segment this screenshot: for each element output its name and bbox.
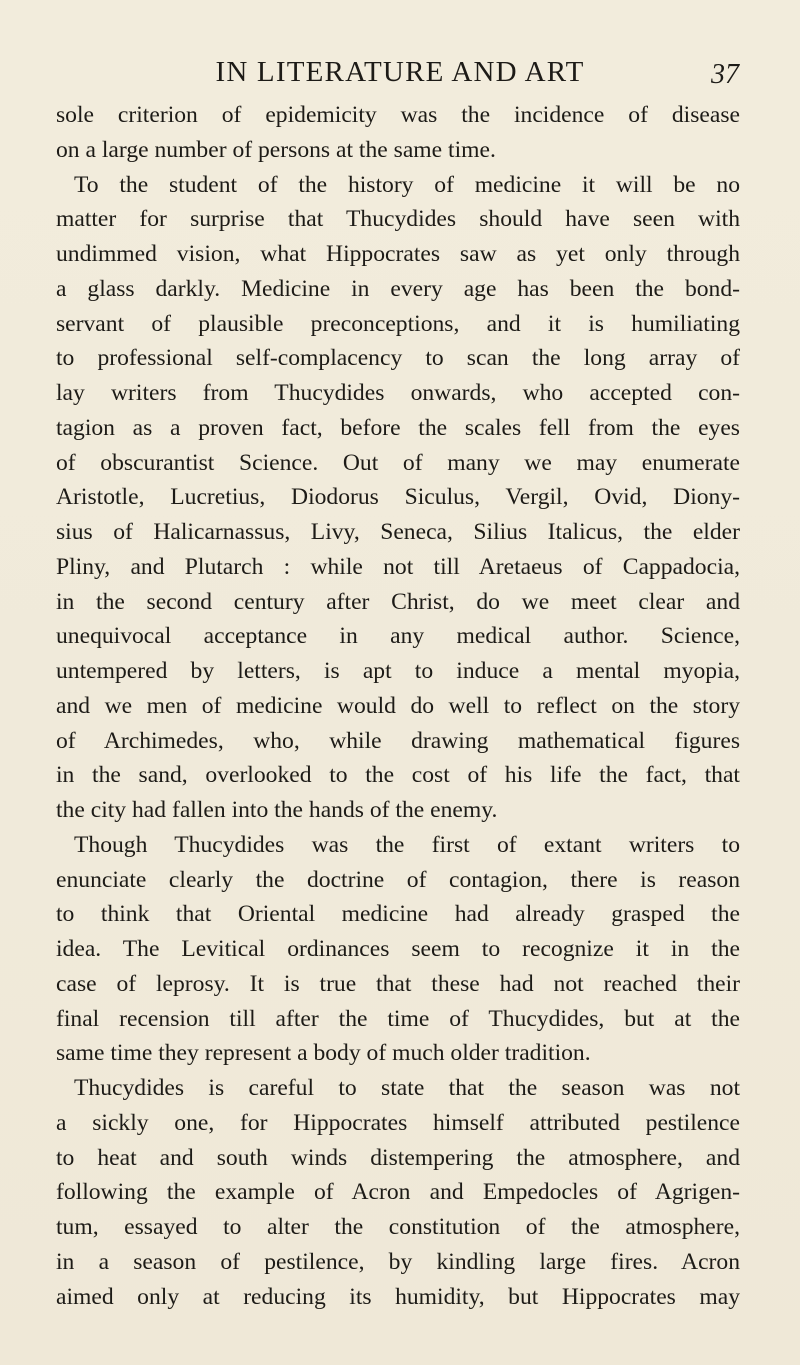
text-line: matter for surprise that Thucydides should have seen with bbox=[56, 206, 740, 233]
text-line: final recension till after the time of Thucydides, but at the bbox=[56, 1005, 740, 1032]
running-head bbox=[0, 52, 800, 92]
text-line: idea. The Levitical ordinances seem to recognize it in the bbox=[56, 936, 740, 962]
text-line: to heat and south winds distempering the atmosphere, and bbox=[56, 1144, 740, 1171]
text-line: Pliny, and Plutarch : while not till Aretaeus of Cappadocia, bbox=[56, 553, 740, 580]
body-text bbox=[56, 98, 740, 1314]
text-line: a glass darkly. Medicine in every age has been the bond- bbox=[56, 275, 740, 302]
text-line: in a season of pestilence, by kindling large fires. Acron bbox=[56, 1248, 740, 1275]
text-line: untempered by letters, is apt to induce a mental myopia, bbox=[56, 658, 740, 684]
text-line: of obscurantist Science. Out of many we may enumerate bbox=[56, 449, 740, 476]
text-line: Though Thucydides was the first of extant writers to bbox=[74, 831, 740, 858]
text-line: to professional self-complacency to scan the long array of bbox=[56, 345, 740, 372]
text-line: to think that Oriental medicine had already grasped the bbox=[56, 901, 740, 928]
text-line: sius of Halicarnassus, Livy, Seneca, Silius Italicus, the elder bbox=[56, 519, 740, 545]
text-line: the city had fallen into the hands of the enemy. bbox=[56, 797, 498, 823]
text-line: case of leprosy. It is true that these had not reached their bbox=[56, 970, 740, 997]
text-line: tagion as a proven fact, before the scales fell from the eyes bbox=[56, 414, 740, 441]
text-line: To the student of the history of medicine it will be no bbox=[74, 171, 740, 198]
text-line: following the example of Acron and Empedocles of Agrigen- bbox=[56, 1179, 740, 1206]
text-line: and we men of medicine would do well to reflect on the story bbox=[56, 692, 740, 719]
text-line: lay writers from Thucydides onwards, who accepted con- bbox=[56, 380, 740, 406]
text-line: in the second century after Christ, do we meet clear and bbox=[56, 588, 740, 615]
text-line: a sickly one, for Hippocrates himself attributed pestilence bbox=[56, 1109, 740, 1136]
text-line: aimed only at reducing its humidity, but Hippocrates may bbox=[56, 1283, 740, 1310]
text-line: undimmed vision, what Hippocrates saw as yet only through bbox=[56, 241, 740, 267]
text-line: Aristotle, Lucretius, Diodorus Siculus, Vergil, Ovid, Diony- bbox=[56, 484, 740, 511]
text-line: tum, essayed to alter the constitution of the atmosphere, bbox=[56, 1214, 740, 1240]
running-title: IN LITERATURE AND ART bbox=[215, 56, 585, 88]
text-line: in the sand, overlooked to the cost of his life the fact, that bbox=[56, 762, 740, 789]
text-line: same time they represent a body of much older tradition. bbox=[56, 1040, 591, 1067]
page-number: 37 bbox=[711, 59, 739, 90]
text-line: unequivocal acceptance in any medical author. Science, bbox=[56, 623, 740, 650]
text-line: on a large number of persons at the same time. bbox=[56, 136, 496, 163]
text-line: Thucydides is careful to state that the season was not bbox=[74, 1075, 740, 1101]
text-line: of Archimedes, who, while drawing mathematical figures bbox=[56, 727, 740, 754]
text-line: enunciate clearly the doctrine of contagion, there is reason bbox=[56, 866, 740, 893]
text-line: servant of plausible preconceptions, and it is humiliating bbox=[56, 310, 740, 337]
text-line: sole criterion of epidemicity was the incidence of disease bbox=[56, 102, 740, 128]
